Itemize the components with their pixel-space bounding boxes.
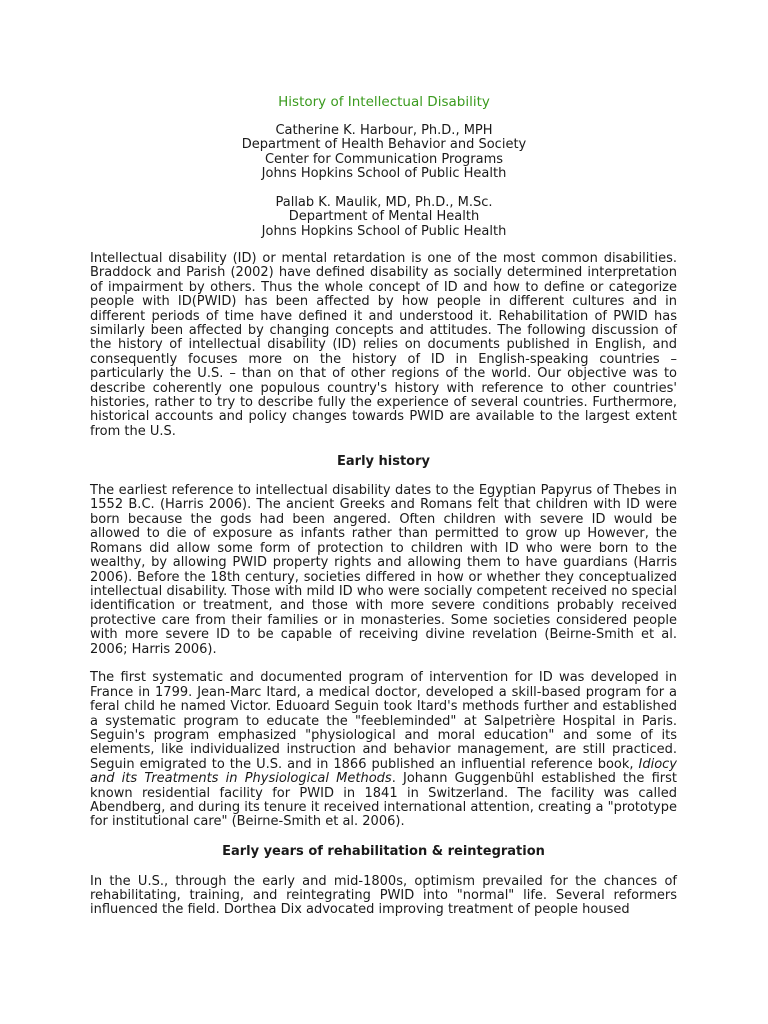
document-body (90, 252, 677, 932)
author-block (0, 124, 768, 239)
section-heading-rehabilitation: Early years of rehabilitation & reintegration (222, 844, 545, 860)
author-2-school: Johns Hopkins School of Public Health (261, 223, 507, 239)
author-spacer (0, 182, 768, 196)
author-2-name: Pallab K. Maulik, MD, Ph.D., M.Sc. (275, 195, 493, 211)
document-title: History of Intellectual Disability (278, 94, 490, 110)
author-1-department: Department of Health Behavior and Society (241, 137, 527, 153)
early-history-paragraph-2 (90, 671, 677, 829)
author-1-school: Johns Hopkins School of Public Health (261, 166, 507, 182)
author-2-department: Department of Mental Health (288, 209, 480, 225)
book-title: Idiocy and its Treatments in Physiological Methods (90, 756, 677, 787)
paragraph-text: The first systematic and documented program of intervention for ID was developed in France in 1799. Jean-Marc Itard, a medical doctor, developed a skill-based program for a feral child he named Victor. Eduoard Seguin took Itard's methods further and established a systematic program to educate the "feebleminded" at Salpetrière Hospital in Paris. Seguin's program emphasized "physiological and moral education" and some of its elements, like individualized instruction and behavior management, are still practiced. Seguin emigrated to the U.S. and in 1866 published an influential reference book, (90, 670, 677, 772)
author-1-center: Center for Communication Programs (264, 151, 504, 167)
rehabilitation-paragraph-1: In the U.S., through the early and mid-1800s, optimism prevailed for the chances of rehabilitating, training, and reintegrating PWID into "normal" life. Several reformers influenced the field. Dorthea Dix advocated improving treatment of people housed (90, 873, 677, 918)
early-history-paragraph-1: The earliest reference to intellectual disability dates to the Egyptian Papyrus of Thebes in 1552 B.C. (Harris 2006). The ancient Greeks and Romans felt that children with ID were born because the gods had been angered. Often children with severe ID would be allowed to die of exposure as infants rather than permitted to grow up However, the Romans did allow some form of protection to children with ID who were born to the wealthy, by allowing PWID property rights and allowing them to have guardians (Harris 2006). Before the 18th century, societies differed in how or whether they conceptualized intellectual disability. Those with mild ID who were socially competent received no special identification or treatment, and those with more severe conditions probably received protective care from their families or in monasteries. Some societies considered people with more severe ID to be capable of receiving divine revelation (Beirne-Smith et al. 2006; Harris 2006). (90, 483, 677, 657)
author-1-name: Catherine K. Harbour, Ph.D., MPH (275, 123, 493, 138)
paragraph-text: . Johann Guggenbühl established the first known residential facility for PWID in 1841 in Switzerland. The facility was called Abendberg, and during its tenure it received international attention, creating a "prototype for institutional care" (Beirne-Smith et al. 2006). (90, 771, 677, 830)
intro-paragraph: Intellectual disability (ID) or mental retardation is one of the most common disabilities. Braddock and Parish (2002) have defined disability as socially determined interpretation of impairment by others. Thus the whole concept of ID and how to define or categorize people with ID(PWID) has been affected by how people in different cultures and in different periods of time have defined it and understood it. Rehabilitation of PWID has similarly been affected by changing concepts and attitudes. The following discussion of the history of intellectual disability (ID) relies on documents published in English, and consequently focuses more on the history of ID in English-speaking countries – particularly the U.S. – than on that of other regions of the world. Our objective was to describe coherently one populous country's history with reference to other countries' histories, rather to try to describe fully the experience of several countries. Furthermore, historical accounts and policy changes towards PWID are available to the largest extent from the U.S. (90, 251, 677, 439)
section-heading-early-history: Early history (337, 453, 430, 469)
